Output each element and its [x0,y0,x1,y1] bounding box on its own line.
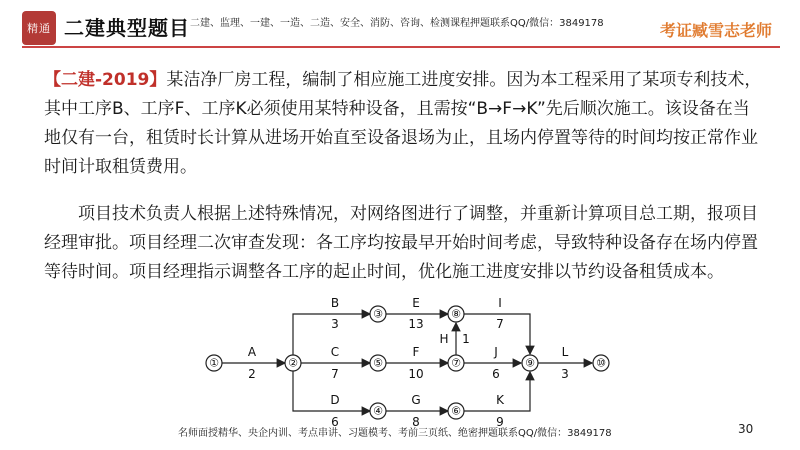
teacher-name: 考证臧雪志老师 [659,21,772,40]
activity-B-name: B [330,296,340,310]
svg-text:⑩: ⑩ [596,356,606,370]
activity-C-name: C [330,345,340,359]
svg-text:⑨: ⑨ [525,356,535,370]
svg-text:①: ① [209,356,219,370]
activity-L-name: L [561,345,569,359]
activity-I-name: I [498,296,502,310]
activity-E-name: E [412,296,420,310]
svg-text:⑥: ⑥ [451,404,461,418]
activity-G-name: G [411,393,421,407]
node-5 [370,355,386,371]
svg-text:③: ③ [373,307,383,321]
node-2 [285,355,301,371]
node-9 [522,355,538,371]
activity-H-name: H [439,332,449,346]
node-4 [370,403,386,419]
node-3 [370,306,386,322]
activity-F-duration: 10 [408,367,424,381]
page-title: 二建典型题目 [64,16,190,40]
header-contact-text: 二建、监理、一建、一造、二造、安全、消防、咨询、检测课程押题联系QQ/微信：3849178 [190,18,604,29]
activity-I-duration: 7 [496,317,504,331]
node-10 [593,355,609,371]
node-1 [206,355,222,371]
node-8 [448,306,464,322]
activity-A-duration: 2 [248,367,256,381]
page-number: 30 [738,422,754,436]
question-tag: 【二建-2019】 [44,70,167,90]
question-text-2: 项目技术负责人根据上述特殊情况，对网络图进行了调整，并重新计算项目总工期，报项目经理审批。项目经理二次审查发现：各工序均按最早开始时间考虑，导致特种设备存在场内停置等待时间。项目经理指示调整各工序的起止时间，优化施工进度安排以节约设备租赁成本。 [44,204,758,282]
node-7 [448,355,464,371]
activity-A-name: A [247,345,257,359]
svg-text:④: ④ [373,404,383,418]
svg-text:⑤: ⑤ [373,356,383,370]
activity-H-duration: 1 [462,332,470,346]
activity-J-duration: 6 [492,367,500,381]
svg-text:⑦: ⑦ [451,356,461,370]
activity-K-name: K [496,393,504,407]
question-text-1: 某洁净厂房工程，编制了相应施工进度安排。因为本工程采用了某项专利技术，其中工序B、工序F、工序K必须使用某特种设备，且需按“B→F→K”先后顺次施工。该设备在当地仅有一台，租赁时长计算从进场开始直至设备退场为止，且场内停置等待的时间均按正常作业时间计取租赁费用。 [44,70,762,177]
activity-G-duration: 8 [412,415,420,429]
activity-C-duration: 7 [331,367,339,381]
logo-badge: 精通 [22,11,56,45]
activity-J-name: J [494,345,498,359]
activity-F-name: F [412,345,420,359]
activity-K-duration: 9 [496,415,504,429]
svg-text:②: ② [288,356,298,370]
activity-D-name: D [330,393,340,407]
footer-contact-text: 名师面授精华、央企内训、考点串讲、习题模考、考前三页纸、绝密押题联系QQ/微信：3849178 [178,428,612,439]
activity-E-duration: 13 [408,317,424,331]
activity-L-duration: 3 [561,367,569,381]
svg-text:⑧: ⑧ [451,307,461,321]
activity-B-duration: 3 [331,317,339,331]
activity-D-duration: 6 [331,415,339,429]
node-6 [448,403,464,419]
